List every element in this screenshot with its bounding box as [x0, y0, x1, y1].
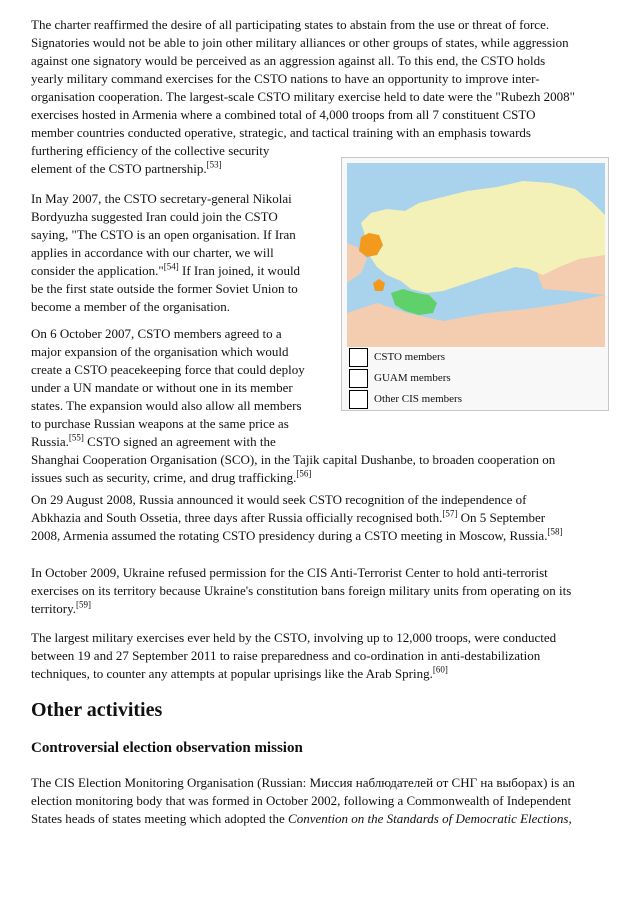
ukraine-paragraph	[31, 564, 611, 618]
subsection-heading: Controversial election observation mission	[31, 740, 303, 756]
text-line: exercises hosted in Armenia where a combined total of 4,000 troops from all 7 constituent CSTO	[31, 107, 536, 122]
convention-title: Convention on the Standards of Democratic Elections,	[288, 811, 572, 826]
text-line: states. The expansion would also allow all members	[31, 398, 302, 413]
text-line: Signatories would not be able to join other military alliances or other groups of states, while aggression	[31, 35, 569, 50]
text-line: to purchase Russian weapons at the same price as	[31, 416, 289, 431]
text-line: under a UN mandate or without one in its member	[31, 380, 293, 395]
text-line: against one signatory would be perceived as an aggression against all. To this end, the CSTO holds	[31, 53, 546, 68]
citation-link[interactable]: [58]	[547, 526, 563, 537]
text-line	[31, 527, 611, 545]
map-legend	[347, 347, 605, 410]
text-line	[31, 600, 611, 618]
section-heading: Other activities	[31, 699, 163, 721]
text-line: election monitoring body that was formed in October 2002, following a Commonwealth of Independent	[31, 793, 572, 808]
text-line	[31, 509, 611, 527]
text-line: On 6 October 2007, CSTO members agreed to a	[31, 326, 282, 341]
text-fragment: CSTO signed an agreement with the	[83, 434, 276, 449]
text-line: saying, "The CSTO is an open organisation. If Iran	[31, 227, 296, 242]
text-line	[31, 810, 611, 828]
recognition-paragraph	[31, 491, 611, 545]
map-svg	[347, 163, 605, 347]
citation-link[interactable]: [60]	[432, 664, 448, 675]
exercises-paragraph	[31, 629, 611, 683]
text-line: Shanghai Cooperation Organisation (SCO), in the Tajik capital Dushanbe, to broaden cooperation on	[31, 452, 556, 467]
text-fragment: If Iran joined, it would	[178, 263, 301, 278]
text-line: become a member of the organisation.	[31, 299, 231, 314]
citation-link[interactable]: [55]	[68, 432, 84, 443]
legend-item	[347, 347, 605, 368]
legend-swatch	[349, 390, 368, 409]
text-line: yearly military command exercises for the CSTO nations to have an opportunity to improve inter-	[31, 71, 540, 86]
intro-paragraph	[31, 16, 611, 178]
text-fragment: consider the application."	[31, 263, 164, 278]
citation-link[interactable]: [59]	[76, 599, 91, 610]
text-fragment: techniques, to counter any attempts at popular uprisings like the Arab Spring.	[31, 666, 433, 681]
text-fragment: States heads of states meeting which adopted the	[31, 811, 289, 826]
text-line: create a CSTO peacekeeping force that could deploy	[31, 362, 305, 377]
text-line	[31, 665, 611, 683]
text-line: between 19 and 27 September 2011 to raise preparedness and co-ordination in anti-destabilization	[31, 648, 541, 663]
text-line: member countries conducted operative, strategic, and tactical training with an emphasis towards	[31, 125, 531, 140]
text-line: Bordyuzha suggested Iran could join the CSTO	[31, 209, 278, 224]
legend-item	[347, 389, 605, 410]
cis-map-image	[347, 163, 605, 347]
text-line: applies in accordance with our charter, we will	[31, 245, 274, 260]
text-fragment: element of the CSTO partnership.	[31, 161, 207, 176]
legend-label: CSTO members	[374, 351, 445, 363]
legend-swatch	[349, 369, 368, 388]
map-figure	[341, 157, 609, 411]
legend-swatch	[349, 348, 368, 367]
text-line: organisation cooperation. The largest-scale CSTO military exercise held to date were the "Rubezh 2008"	[31, 89, 575, 104]
text-line: furthering efficiency of the collective security	[31, 143, 270, 158]
text-fragment: territory.	[31, 601, 76, 616]
text-line: The largest military exercises ever held by the CSTO, involving up to 12,000 troops, were conducted	[31, 630, 557, 645]
text-fragment: On 5 September	[457, 510, 546, 525]
text-line	[31, 433, 611, 451]
legend-label: Other CIS members	[374, 393, 462, 405]
text-line	[31, 469, 611, 487]
text-fragment: issues such as security, crime, and drug trafficking.	[31, 470, 297, 485]
text-line: The charter reaffirmed the desire of all participating states to abstain from the use or threat of force.	[31, 17, 550, 32]
text-line: In October 2009, Ukraine refused permission for the CIS Anti-Terrorist Center to hold anti-terrorist	[31, 565, 548, 580]
citation-link[interactable]: [53]	[206, 159, 222, 170]
election-paragraph	[31, 774, 611, 828]
text-line: exercises on its territory because Ukraine's constitution bans foreign military units from operating on its	[31, 583, 572, 598]
text-line: In May 2007, the CSTO secretary-general Nikolai	[31, 191, 292, 206]
citation-link[interactable]: [56]	[296, 468, 312, 479]
legend-item	[347, 368, 605, 389]
legend-label: GUAM members	[374, 372, 451, 384]
citation-link[interactable]: [54]	[163, 261, 179, 272]
text-line: On 29 August 2008, Russia announced it would seek CSTO recognition of the independence of	[31, 492, 527, 507]
text-line: major expansion of the organisation which would	[31, 344, 289, 359]
iran-paragraph	[31, 190, 331, 316]
text-fragment: 2008, Armenia assumed the rotating CSTO presidency during a CSTO meeting in Moscow, Russia.	[31, 528, 548, 543]
citation-link[interactable]: [57]	[442, 508, 458, 519]
text-line: The CIS Election Monitoring Organisation (Russian: Миссия наблюдателей от СНГ на выборах) is an	[31, 775, 575, 790]
text-fragment: Abkhazia and South Ossetia, three days after Russia officially recognised both.	[31, 510, 443, 525]
text-fragment: Russia.	[31, 434, 69, 449]
text-line: be the first state outside the former Soviet Union to	[31, 281, 298, 296]
text-line	[31, 262, 331, 280]
